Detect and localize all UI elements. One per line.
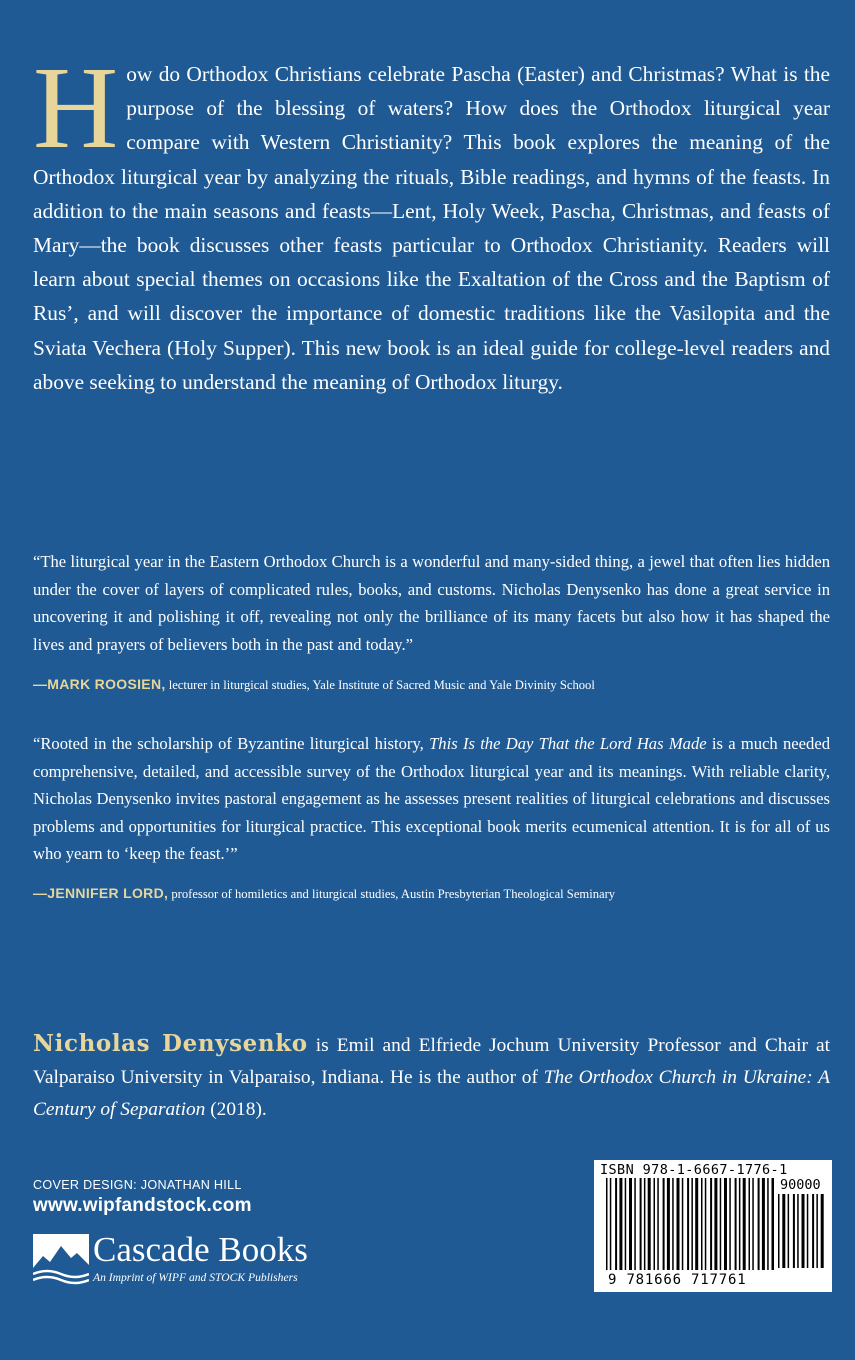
author-bio-end: (2018). — [205, 1099, 267, 1120]
mountain-logo-icon — [33, 1234, 89, 1286]
author-book-title: The Orthodox Church in Ukraine: A Century of Separation — [33, 1067, 830, 1120]
isbn-barcode — [594, 1160, 832, 1292]
endorser-name-2: —JENNIFER LORD, — [33, 885, 169, 901]
endorsement-attribution-2 — [33, 884, 830, 903]
book-description — [33, 42, 830, 399]
cover-design-credit: COVER DESIGN: JONATHAN HILL — [33, 1178, 242, 1192]
endorsement-attribution-1 — [33, 675, 830, 694]
publisher-logo — [33, 1230, 363, 1290]
ean-digits: 9 781666 717761 — [608, 1272, 747, 1288]
endorser-role-2: professor of homiletics and liturgical studies, Austin Presbyterian Theological Seminary — [171, 887, 616, 901]
publisher-url: www.wipfandstock.com — [33, 1195, 252, 1216]
endorsement-quote-1: “The liturgical year in the Eastern Orthodox Church is a wonderful and many-sided thing, a jewel that often lies hidden under the cover of layers of complicated rules, books, and customs. Nicholas Denysenko has done a great service in uncovering it and polishing it off, revealing not only the brilliance of its many facets but also how it has shaped the lives and prayers of believers both in the past and today.” — [33, 552, 830, 654]
price-addon: 90000 — [780, 1177, 821, 1193]
author-bio — [33, 1028, 830, 1126]
quote-2-text-after: is a much needed comprehensive, detailed, and accessible survey of the Orthodox liturgical year and its meanings. With reliable clarity, Nicholas Denysenko invites pastoral engagement as he assesses present realities of liturgical celebrations and discusses problems and opportunities for liturgical practice. This exceptional book merits ecumenical attention. It is for all of us who yearn to ‘keep the feast.’” — [33, 734, 830, 864]
author-bio-text: is Emil and Elfriede Jochum University Professor and Chair at Valparaiso University in Valparaiso, Indiana. He is the author of — [33, 1035, 830, 1088]
endorsement-quote-2 — [33, 730, 830, 868]
publisher-tagline: An Imprint of WIPF and STOCK Publishers — [93, 1271, 298, 1284]
endorser-name-1: —MARK ROOSIEN, — [33, 676, 166, 692]
addon-bars — [778, 1194, 826, 1270]
author-name: Nicholas Denysenko — [33, 1030, 308, 1057]
isbn-label: ISBN 978-1-6667-1776-1 — [600, 1162, 788, 1178]
endorser-role-1: lecturer in liturgical studies, Yale Institute of Sacred Music and Yale Divinity School — [168, 678, 595, 692]
barcode-bars — [606, 1178, 774, 1272]
quote-2-text-before: “Rooted in the scholarship of Byzantine liturgical history, — [33, 734, 430, 753]
description-text: ow do Orthodox Christians celebrate Pascha (Easter) and Christmas? What is the purpose of the blessing of waters? How does the Orthodox liturgical year compare with Western Christianity? This book explores the meaning of the Orthodox liturgical year by analyzing the rituals, Bible readings, and hymns of the feasts. In addition to the main seasons and feasts—Lent, Holy Week, Pascha, Christmas, and feasts of Mary—the book discusses other feasts particular to Orthodox Christianity. Readers will learn about special themes on occasions like the Exaltation of the Cross and the Baptism of Rus’, and will discover the importance of domestic traditions like the Vasilopita and the Sviata Vechera (Holy Supper). This new book is an ideal guide for college-level readers and above seeking to understand the meaning of Orthodox liturgy. — [33, 62, 830, 394]
drop-cap: H — [33, 42, 119, 173]
quote-2-book-title: This Is the Day That the Lord Has Made — [429, 734, 707, 753]
publisher-name: Cascade Books — [93, 1230, 308, 1269]
